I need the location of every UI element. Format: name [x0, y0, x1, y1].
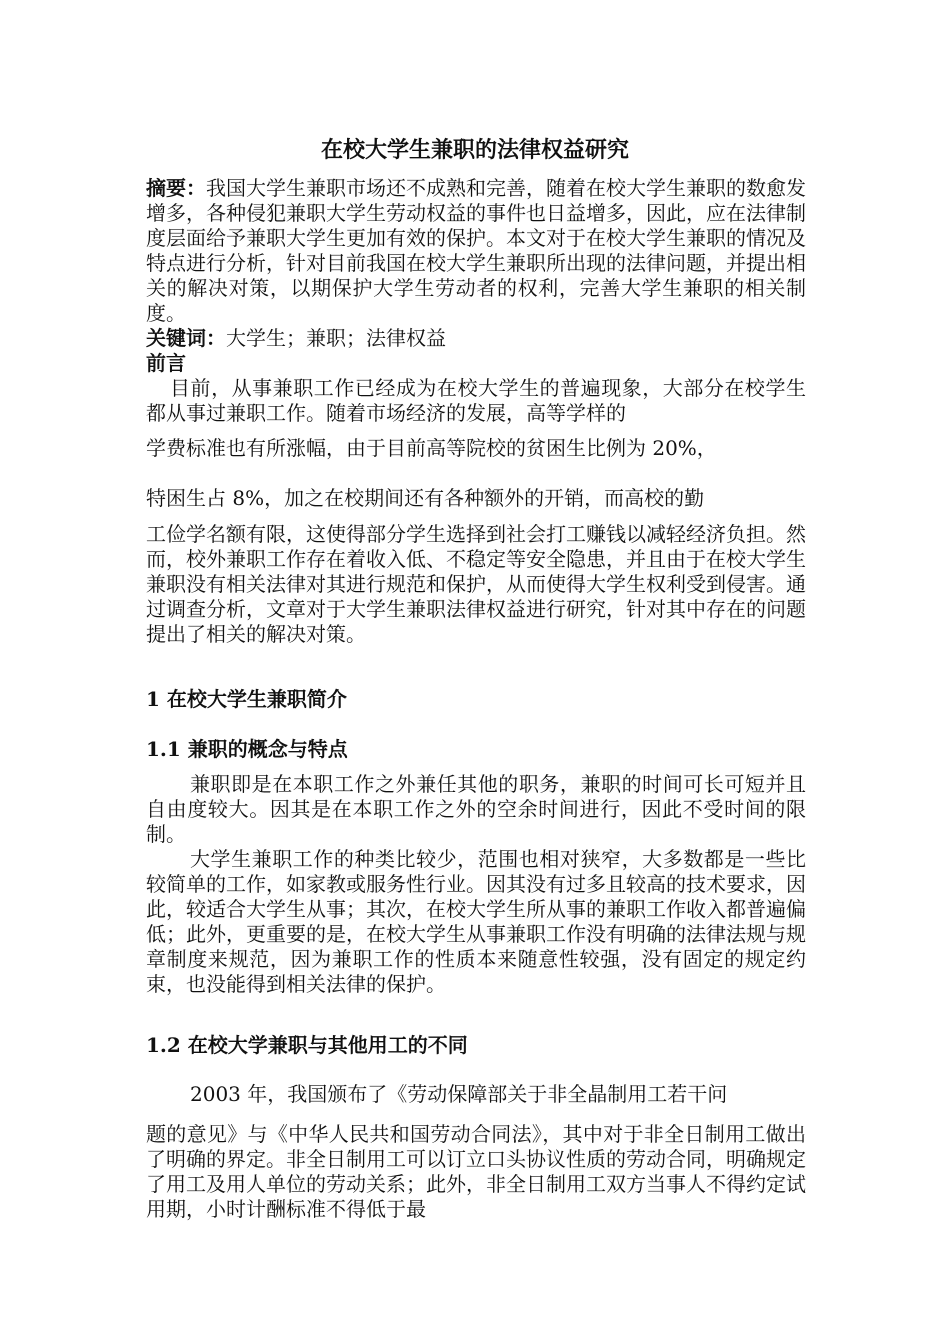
section-1-2-paragraph-1: 2003 年，我国颁布了《劳动保障部关于非全晶制用工若干问: [190, 1082, 728, 1106]
abstract: [146, 176, 806, 326]
section-1-1-heading: 1.1 兼职的概念与特点: [146, 737, 348, 761]
abstract-label: 摘要：: [146, 176, 206, 200]
keywords: [146, 326, 806, 351]
preface-heading: 前言: [146, 351, 186, 375]
section-1-1-paragraph-1: 兼职即是在本职工作之外兼任其他的职务，兼职的时间可长可短并且自由度较大。因其是在本职工作之外的空余时间进行，因此不受时间的限制。: [146, 772, 806, 846]
preface-paragraph-3: 特困生占 8%，加之在校期间还有各种额外的开销，而高校的勤: [146, 486, 705, 510]
preface-paragraph-4: 工俭学名额有限，这使得部分学生选择到社会打工赚钱以减轻经济负担。然而，校外兼职工作存在着收入低、不稳定等安全隐患，并且由于在校大学生兼职没有相关法律对其进行规范和保护，从而使得大学生权利受到侵害。通过调查分析，文章对于大学生兼职法律权益进行研究，针对其中存在的问题提出了相关的解决对策。: [146, 522, 806, 646]
abstract-text: 我国大学生兼职市场还不成熟和完善，随着在校大学生兼职的数愈发增多，各种侵犯兼职大学生劳动权益的事件也日益增多，因此，应在法律制度层面给予兼职大学生更加有效的保护。本文对于在校大学生兼职的情况及特点进行分析，针对目前我国在校大学生兼职所出现的法律问题，并提出相关的解决对策，以期保护大学生劳动者的权利，完善大学生兼职的相关制度。: [146, 176, 806, 325]
page-title: 在校大学生兼职的法律权益研究: [320, 137, 629, 163]
section-1-2-heading: 1.2 在校大学兼职与其他用工的不同: [146, 1033, 468, 1057]
section-1-1-paragraph-2: 大学生兼职工作的种类比较少，范围也相对狭窄，大多数都是一些比较简单的工作，如家教或服务性行业。因其没有过多且较高的技术要求，因此，较适合大学生从事；其次，在校大学生所从事的兼职工作收入都普遍偏低；此外，更重要的是，在校大学生从事兼职工作没有明确的法律法规与规章制度来规范，因为兼职工作的性质本来随意性较强，没有固定的规定约束，也没能得到相关法律的保护。: [146, 847, 806, 996]
keywords-label: 关键词：: [146, 326, 226, 350]
section-1-2-paragraph-2: 题的意见》与《中华人民共和国劳动合同法》，其中对于非全日制用工做出了明确的界定。非全日制用工可以订立口头协议性质的劳动合同，明确规定了用工及用人单位的劳动关系；此外，非全日制用工双方当事人不得约定试用期，小时计酬标准不得低于最: [146, 1122, 806, 1221]
preface-paragraph-2: 学费标准也有所涨幅，由于目前高等院校的贫困生比例为 20%，: [146, 436, 717, 460]
keywords-text: 大学生；兼职；法律权益: [226, 326, 446, 350]
preface-paragraph-1: 目前，从事兼职工作已经成为在校大学生的普遍现象，大部分在校学生都从事过兼职工作。随着市场经济的发展，高等学样的: [146, 376, 806, 425]
section-1-heading: 1 在校大学生兼职简介: [146, 687, 347, 711]
